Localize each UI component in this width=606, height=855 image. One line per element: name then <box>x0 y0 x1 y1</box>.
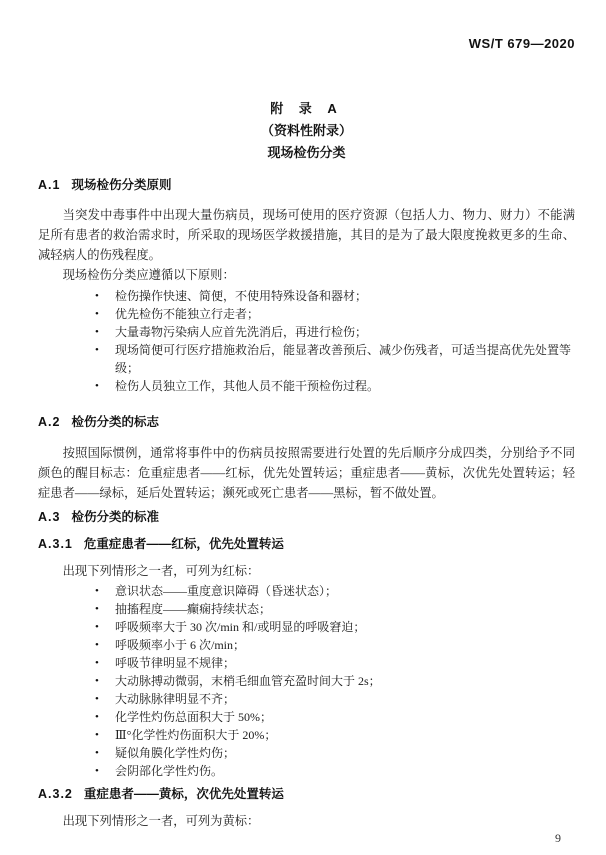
list-item <box>95 287 575 305</box>
section-title: 检伤分类的标准 <box>71 510 159 524</box>
appendix-name: 现场检伤分类 <box>267 145 346 160</box>
section-title: 危重症患者——红标，优先处置转运 <box>83 537 284 551</box>
page-number: 9 <box>555 831 561 845</box>
section-title: 重症患者——黄标，次优先处置转运 <box>83 787 284 801</box>
list-item <box>95 672 575 690</box>
list-item <box>95 618 575 636</box>
triage-principles-list <box>38 287 575 395</box>
bullet-icon: • <box>95 621 99 633</box>
list-item <box>95 762 575 780</box>
list-item-text: 意识状态——重度意识障碍（昏迷状态）； <box>115 584 338 598</box>
section-number: A.3 <box>38 510 61 524</box>
list-item-text: 检伤操作快速、简便，不使用特殊设备和器材； <box>115 289 368 303</box>
list-item-text: 呼吸频率大于 30 次/min 和/或明显的呼吸窘迫； <box>115 620 366 634</box>
list-item-text: 疑似角膜化学性灼伤； <box>115 746 236 760</box>
bullet-icon: • <box>95 747 99 759</box>
paragraph-yellow-tag-lead: 出现下列情形之一者，可列为黄标： <box>62 814 260 828</box>
bullet-icon: • <box>95 657 99 669</box>
list-item-text: Ⅲ°化学性灼伤面积大于 20%； <box>115 728 277 742</box>
list-item <box>95 726 575 744</box>
bullet-icon: • <box>95 344 99 356</box>
appendix-label: 附 录 A <box>270 101 343 116</box>
section-title: 检伤分类的标志 <box>71 415 159 429</box>
bullet-icon: • <box>95 639 99 651</box>
list-item-text: 抽搐程度——癫痫持续状态； <box>115 602 272 616</box>
list-item <box>95 654 575 672</box>
list-item-text: 大量毒物污染病人应首先洗消后，再进行检伤； <box>115 325 368 339</box>
bullet-icon: • <box>95 729 99 741</box>
section-heading-a32 <box>38 786 575 803</box>
bullet-icon: • <box>95 380 99 392</box>
list-item-text: 大动脉脉律明显不齐； <box>115 692 236 706</box>
doc-number: WS/T 679—2020 <box>468 36 575 51</box>
list-item <box>95 636 575 654</box>
section-title: 现场检伤分类原则 <box>71 178 172 192</box>
list-item-text: 优先检伤不能独立行走者； <box>115 307 260 321</box>
list-item <box>95 582 575 600</box>
list-item <box>95 305 575 323</box>
list-item <box>95 708 575 726</box>
bullet-icon: • <box>95 326 99 338</box>
bullet-icon: • <box>95 290 99 302</box>
list-item <box>95 341 575 377</box>
section-number: A.3.2 <box>38 787 73 801</box>
document-content <box>38 0 575 831</box>
section-number: A.2 <box>38 415 61 429</box>
bullet-icon: • <box>95 585 99 597</box>
paragraph-red-tag-lead: 出现下列情形之一者，可列为红标： <box>62 564 260 578</box>
section-heading-a2 <box>38 414 575 431</box>
list-item <box>95 600 575 618</box>
bullet-icon: • <box>95 693 99 705</box>
list-item-text: 大动脉搏动微弱，末梢毛细血管充盈时间大于 2s； <box>115 674 381 688</box>
section-number: A.1 <box>38 178 61 192</box>
list-item-text: 现场简便可行医疗措施救治后，能显著改善预后、减少伤残者，可适当提高优先处置等级； <box>115 343 572 375</box>
section-heading-a31 <box>38 536 575 553</box>
list-item <box>95 377 575 395</box>
bullet-icon: • <box>95 765 99 777</box>
list-item <box>95 744 575 762</box>
section-number: A.3.1 <box>38 537 73 551</box>
list-item-text: 呼吸频率小于 6 次/min； <box>115 638 246 652</box>
list-item-text: 化学性灼伤总面积大于 50%； <box>115 710 272 724</box>
list-item-text: 会阴部化学性灼伤。 <box>115 764 224 778</box>
paragraph-a1-intro: 当突发中毒事件中出现大量伤病员，现场可使用的医疗资源（包括人力、物力、财力）不能满足所有患者的救治需求时，所采取的现场医学救援措施，其目的是为了最大限度挽救更多的生命、减轻病人的伤残程度。 <box>38 208 575 262</box>
bullet-icon: • <box>95 308 99 320</box>
red-tag-criteria-list <box>38 582 575 780</box>
section-heading-a1 <box>38 177 575 194</box>
list-item-text: 呼吸节律明显不规律； <box>115 656 236 670</box>
list-item <box>95 690 575 708</box>
appendix-title-block <box>38 98 575 164</box>
list-item-text: 检伤人员独立工作，其他人员不能干预检伤过程。 <box>115 379 380 393</box>
bullet-icon: • <box>95 675 99 687</box>
appendix-type-label: （资料性附录） <box>260 123 352 138</box>
bullet-icon: • <box>95 603 99 615</box>
paragraph-a1-principles-lead: 现场检伤分类应遵循以下原则： <box>62 268 235 282</box>
bullet-icon: • <box>95 711 99 723</box>
list-item <box>95 323 575 341</box>
paragraph-a2-marks: 按照国际惯例，通常将事件中的伤病员按照需要进行处置的先后顺序分成四类，分别给予不同颜色的醒目标志：危重症患者——红标，优先处置转运；重症患者——黄标，次优先处置转运；轻症患者——绿标，延后处置转运；濒死或死亡患者——黑标，暂不做处置。 <box>38 446 575 500</box>
section-heading-a3 <box>38 509 575 526</box>
